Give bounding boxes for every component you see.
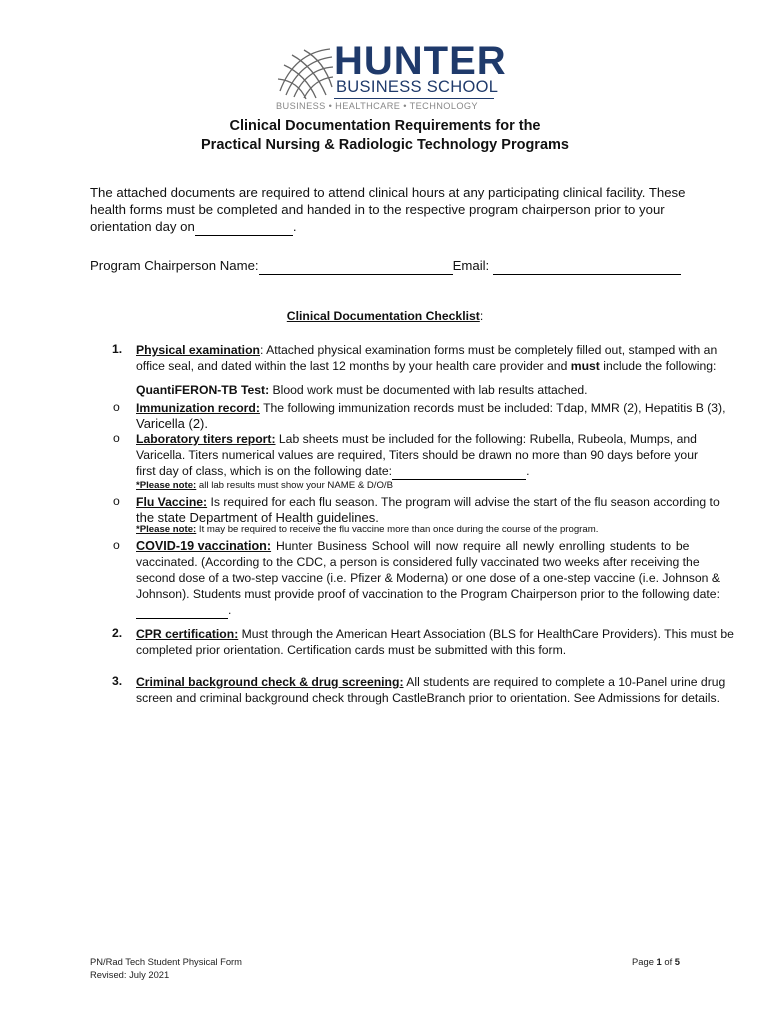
item-tb-test [136, 382, 588, 398]
item-3-number: 3. [112, 674, 123, 688]
titers-line-2: Varicella. Titers numerical values are required, Titers should be drawn no more than 90 days before your [136, 448, 699, 462]
flu-vaccine-label: Flu Vaccine: [136, 495, 208, 509]
titers-bullet: o [113, 431, 120, 445]
chairperson-name-label: Program Chairperson Name: [90, 258, 259, 273]
page-of: of [661, 956, 675, 967]
intro-period: . [292, 219, 297, 234]
globe-icon [276, 45, 336, 101]
covid-line-2: vaccinated. (According to the CDC, a person is considered fully vaccinated two weeks after receiving the [136, 555, 700, 569]
item-immunization [136, 400, 726, 432]
flu-line-1: Is required for each flu season. The program will advise the start of the flu season according to [207, 495, 720, 509]
titers-period: . [526, 464, 530, 478]
logo-subtitle: BUSINESS SCHOOL [336, 78, 499, 96]
cpr-line-1: Must through the American Heart Association (BLS for HealthCare Providers). This must be [238, 627, 734, 641]
title-line-1: Clinical Documentation Requirements for the [229, 118, 541, 134]
item-flu-vaccine [136, 494, 720, 526]
flu-bullet: o [113, 494, 120, 508]
note-flu-vaccine [136, 524, 598, 535]
orientation-date-field[interactable] [195, 218, 293, 236]
tb-test-text: Blood work must be documented with lab results attached. [269, 383, 588, 397]
titers-line-1: Lab sheets must be included for the following: Rubella, Rubeola, Mumps, and [275, 432, 697, 446]
checklist-heading [0, 309, 770, 323]
intro-line-3 [90, 218, 710, 236]
physical-exam-must: must [570, 359, 600, 373]
covid-period: . [228, 603, 232, 617]
item-physical-exam [136, 342, 718, 374]
covid-label: COVID-19 vaccination: [136, 539, 272, 553]
intro-paragraph [90, 184, 710, 236]
cpr-label: CPR certification: [136, 627, 239, 641]
intro-line-2: health forms must be completed and handed in to the respective program chairperson prior to your [90, 202, 665, 217]
covid-proof-date-field[interactable] [136, 602, 228, 619]
titers-label: Laboratory titers report: [136, 432, 276, 446]
intro-line-1: The attached documents are required to attend clinical hours at any participating clinical facility. These [90, 185, 686, 200]
covid-line-3: second dose of a two-step vaccine (i.e. Pfizer & Moderna) or one dose of a one-step vaccine (i.e. Johnson & [136, 571, 720, 585]
school-logo [276, 39, 507, 115]
chairperson-line [90, 257, 710, 275]
logo-tagline: BUSINESS • HEALTHCARE • TECHNOLOGY [276, 101, 478, 111]
page-current: 1 [656, 956, 662, 967]
physical-exam-line-2a: office seal, and dated within the last 12 months by your health care provider and [136, 359, 571, 373]
note-2-text: It may be required to receive the flu vaccine more than once during the course of the program. [196, 524, 599, 535]
physical-exam-line-1: : Attached physical examination forms must be completely filled out, stamped with an [259, 343, 718, 357]
chairperson-email-label: Email: [452, 258, 490, 273]
background-check-line-1: All students are required to complete a 10-Panel urine drug [403, 675, 726, 689]
item-background-check [136, 674, 726, 706]
logo-wordmark: HUNTER [334, 39, 507, 83]
item-lab-titers [136, 431, 699, 480]
chairperson-name-field[interactable] [259, 257, 453, 275]
flu-line-2: the state Department of Health guidelines. [136, 510, 379, 525]
first-class-date-field[interactable] [392, 463, 526, 480]
checklist-title: Clinical Documentation Checklist [286, 309, 480, 323]
item-cpr-certification [136, 626, 734, 658]
background-check-line-2: screen and criminal background check through CastleBranch prior to orientation. See Admissions for details. [136, 691, 720, 705]
note-2-label: *Please note: [136, 524, 197, 535]
footer-form-name: PN/Rad Tech Student Physical Form [90, 956, 242, 967]
title-line-2: Practical Nursing & Radiologic Technology Programs [201, 137, 569, 153]
background-check-label: Criminal background check & drug screening: [136, 675, 404, 689]
note-lab-results [136, 480, 393, 491]
titers-line-3: first day of class, which is on the following date: [136, 464, 393, 478]
note-1-text: all lab results must show your NAME & D/O/B [196, 480, 393, 491]
covid-line-4: Johnson). Students must provide proof of vaccination to the Program Chairperson prior to the following date: [136, 587, 720, 601]
immunization-label: Immunization record: [136, 401, 260, 415]
cpr-line-2: completed prior orientation. Certification cards must be submitted with this form. [136, 643, 567, 657]
item-covid-vaccination [136, 538, 720, 619]
chairperson-email-field[interactable] [493, 257, 681, 275]
footer-revised: Revised: July 2021 [90, 969, 170, 980]
checklist-colon: : [479, 309, 484, 323]
physical-exam-line-2c: include the following: [599, 359, 717, 373]
page-total: 5 [674, 956, 680, 967]
page-prefix: Page [632, 956, 657, 967]
physical-exam-label: Physical examination [136, 343, 260, 357]
logo-divider [334, 98, 494, 99]
intro-line-3-text: orientation day on [90, 219, 195, 234]
tb-test-label: QuantiFERON-TB Test: [136, 383, 270, 397]
covid-line-1: Hunter Business School will now require all newly enrolling students to be [271, 539, 690, 553]
covid-bullet: o [113, 538, 120, 552]
item-2-number: 2. [112, 626, 123, 640]
footer-form-info [90, 955, 242, 981]
page-number [632, 955, 680, 968]
immunization-line-2: Varicella (2). [136, 416, 209, 431]
immunization-line-1: The following immunization records must be included: Tdap, MMR (2), Hepatitis B (3), [259, 401, 726, 415]
immunization-bullet: o [113, 400, 120, 414]
item-1-number: 1. [112, 342, 123, 356]
note-1-label: *Please note: [136, 480, 197, 491]
